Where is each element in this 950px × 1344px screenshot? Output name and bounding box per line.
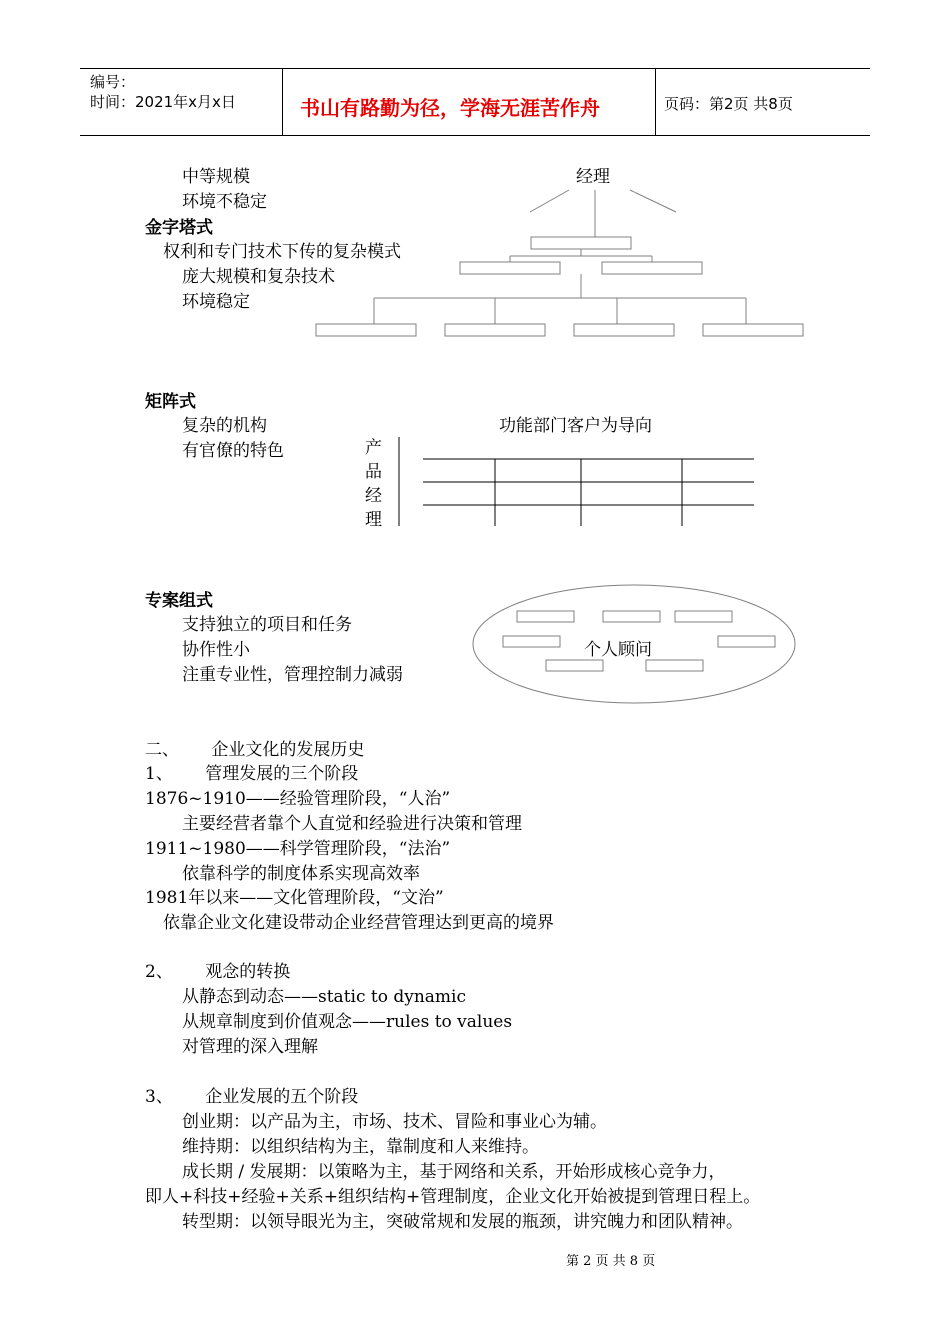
pyramid-desc-2: 庞大规模和复杂技术 [182,267,335,287]
project-title: 专案组式 [145,591,213,611]
matrix-side-char-4: 理 [365,510,382,530]
stage-1-title: 1876~1910——经验管理阶段，“人治” [145,789,451,809]
shift-1: 从静态到动态——static to dynamic [182,987,467,1007]
org-level2-box-left [460,262,560,274]
project-box-2 [603,611,660,622]
header-number-label: 编号： [90,73,136,91]
pyramid-desc-1: 权利和专门技术下传的复杂模式 [163,242,401,262]
matrix-desc-1: 复杂的机构 [182,416,267,436]
org-chart-top-label: 经理 [576,167,610,187]
matrix-title: 矩阵式 [145,392,196,412]
phase-3-line-2: 即人+科技+经验+关系+组织结构+管理制度，企业文化开始被提到管理日程上。 [145,1187,761,1207]
stage-1-desc: 主要经营者靠个人直觉和经验进行决策和管理 [182,814,522,834]
phase-3-line-1: 成长期 / 发展期：以策略为主，基于网络和关系，开始形成核心竞争力， [182,1162,726,1182]
shift-3: 对管理的深入理解 [182,1037,318,1057]
pyramid-desc-3: 环境稳定 [182,292,250,312]
shift-2: 从规章制度到价值观念——rules to values [182,1012,513,1032]
project-box-6 [546,660,603,671]
project-desc-3: 注重专业性，管理控制力减弱 [182,665,403,685]
org-level3-box-3 [574,324,674,336]
phase-2: 维持期：以组织结构为主，靠制度和人来维持。 [182,1137,539,1157]
subsection-3-heading: 3、 企业发展的五个阶段 [145,1087,359,1107]
matrix-desc-2: 有官僚的特色 [182,441,284,461]
header-motto: 书山有路勤为径，学海无涯苦作舟 [300,96,600,120]
section2-heading: 二、 企业文化的发展历史 [145,740,365,760]
project-ellipse [473,585,795,703]
stage-2-desc: 依靠科学的制度体系实现高效率 [182,864,420,884]
matrix-side-char-2: 品 [365,462,382,482]
stage-3-title: 1981年以来——文化管理阶段，“文治” [145,888,444,908]
project-desc-1: 支持独立的项目和任务 [182,615,352,635]
medium-scale-text: 中等规模 [182,167,250,187]
stage-3-desc: 依靠企业文化建设带动企业经营管理达到更高的境界 [163,913,554,933]
org-level2-box-right [602,262,702,274]
org-level3-box-4 [703,324,803,336]
project-desc-2: 协作性小 [182,640,250,660]
project-box-3 [675,611,732,622]
org-branch-right [630,190,676,212]
org-level3-box-2 [445,324,545,336]
org-level1-box [531,237,631,249]
org-branch-left [530,190,569,212]
header-date: 时间：2021年x月x日 [90,93,236,111]
project-box-1 [517,611,574,622]
phase-1: 创业期：以产品为主，市场、技术、冒险和事业心为辅。 [182,1112,607,1132]
matrix-side-char-1: 产 [365,438,382,458]
subsection-2-heading: 2、 观念的转换 [145,962,291,982]
stage-2-title: 1911~1980——科学管理阶段，“法治” [145,839,451,859]
header-page-info: 页码：第2页 共8页 [664,95,793,113]
pyramid-title: 金字塔式 [145,218,213,238]
project-box-4 [503,636,560,647]
matrix-header-label: 功能部门客户为导向 [499,416,652,436]
project-center-label: 个人顾问 [584,640,652,660]
matrix-side-char-3: 经 [365,486,382,506]
subsection-1-heading: 1、 管理发展的三个阶段 [145,764,359,784]
project-box-5 [718,636,775,647]
phase-4: 转型期：以领导眼光为主，突破常规和发展的瓶颈，讲究魄力和团队精神。 [182,1212,743,1232]
project-box-7 [646,660,703,671]
footer-page-number: 第 2 页 共 8 页 [566,1254,656,1269]
org-level3-box-1 [316,324,416,336]
unstable-env-text: 环境不稳定 [182,192,267,212]
